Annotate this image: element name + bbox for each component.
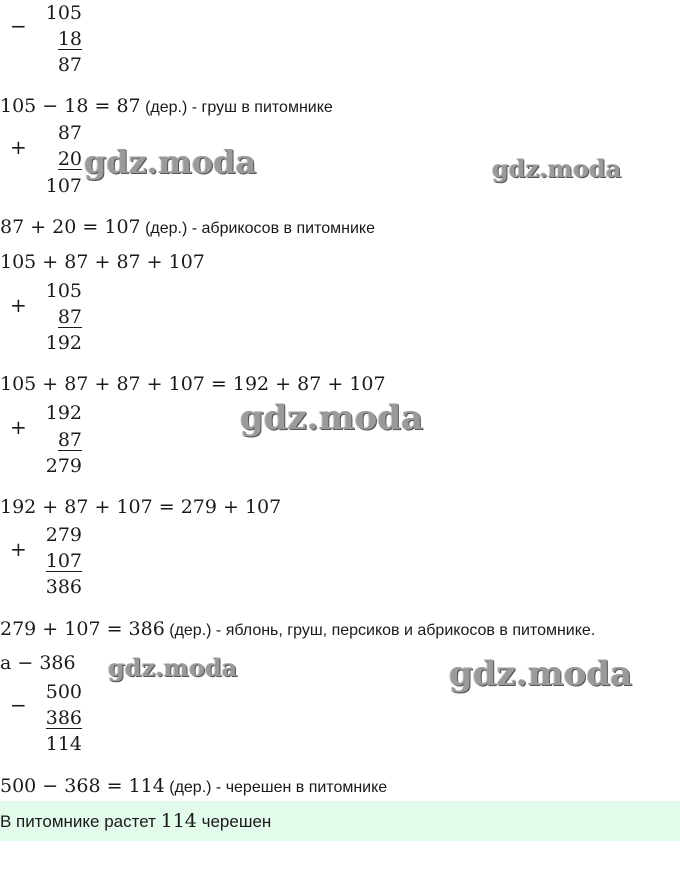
equation-line-3: 105 + 87 + 87 + 107: [0, 251, 205, 273]
column-calc-4-row-3: 279: [45, 455, 82, 477]
column-calc-1-row-1: 105: [45, 2, 82, 24]
watermark-logo: gdz.moda: [240, 398, 424, 438]
column-calc-4-row-2: 87: [57, 429, 82, 451]
column-calc-6-row-1: 500: [45, 681, 82, 703]
column-op-3: +: [10, 293, 27, 317]
column-calc-6-row-2: 386: [45, 707, 82, 729]
watermark-logo: gdz.moda: [84, 143, 257, 181]
equation-line-2: 87 + 20 = 107 (дер.) - абрикосов в питомнике: [0, 216, 375, 238]
watermark-logo: gdz.moda: [449, 654, 633, 694]
column-calc-1-row-3: 87: [57, 54, 82, 76]
column-op-6: −: [10, 693, 27, 717]
column-calc-5-row-3: 386: [45, 576, 82, 598]
equation-line-8: 500 − 368 = 114 (дер.) - черешен в питомнике: [0, 775, 388, 797]
column-calc-3-row-1: 105: [45, 280, 82, 302]
column-op-5: +: [10, 537, 27, 561]
answer-box: [0, 801, 680, 841]
equation-line-6: 279 + 107 = 386 (дер.) - яблонь, груш, персиков и абрикосов в питомнике.: [0, 618, 596, 640]
column-op-1: −: [10, 14, 27, 38]
column-calc-3-row-2: 87: [57, 306, 82, 328]
column-calc-3-row-3: 192: [45, 332, 82, 354]
column-op-4: +: [10, 415, 27, 439]
column-calc-2-row-2: 20: [57, 148, 82, 170]
column-calc-2-row-1: 87: [57, 122, 82, 144]
answer-text: В питомнике растет 114 черешен: [0, 810, 272, 832]
watermark-logo: gdz.moda: [108, 653, 238, 682]
column-calc-4-row-1: 192: [45, 402, 82, 424]
column-calc-6-row-3: 114: [45, 733, 82, 755]
equation-line-4: 105 + 87 + 87 + 107 = 192 + 87 + 107: [0, 373, 386, 395]
equation-line-7: a − 386: [0, 652, 76, 674]
column-calc-5-row-2: 107: [45, 550, 82, 572]
column-calc-5-row-1: 279: [45, 524, 82, 546]
equation-line-5: 192 + 87 + 107 = 279 + 107: [0, 496, 282, 518]
column-calc-2-row-3: 107: [45, 175, 82, 197]
column-op-2: +: [10, 135, 27, 159]
equation-line-1: 105 − 18 = 87 (дер.) - груш в питомнике: [0, 95, 333, 117]
column-calc-1-row-2: 18: [57, 28, 82, 50]
watermark-logo: gdz.moda: [492, 154, 622, 183]
